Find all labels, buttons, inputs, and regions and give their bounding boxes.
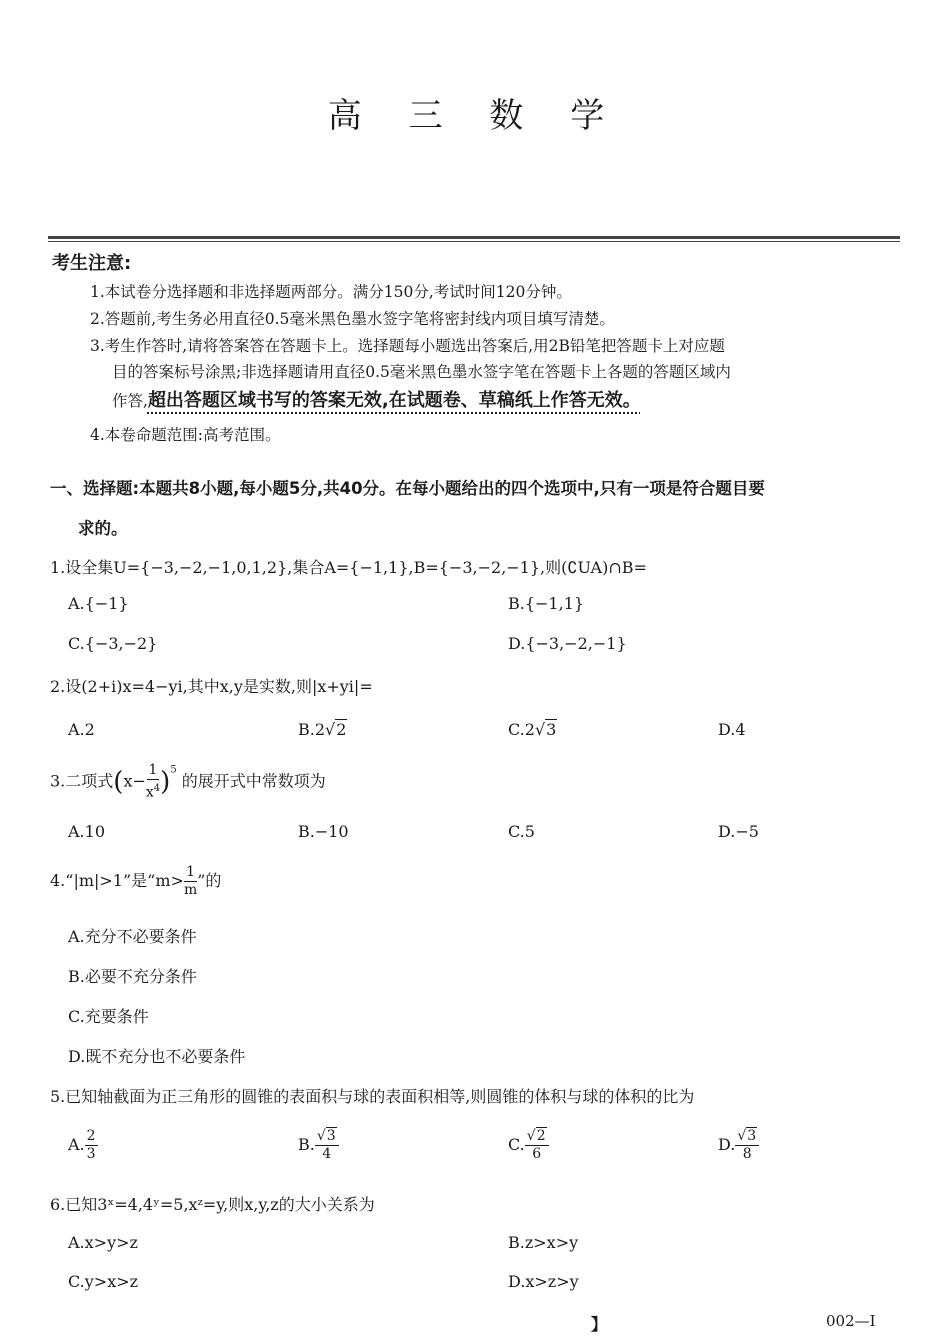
question-1-stem: 1.设全集U={−3,−2,−1,0,1,2},集合A={−1,1},B={−3,−2,−1},则(∁UA)∩B= — [50, 558, 647, 577]
notice-line-1: 1.本试卷分选择题和非选择题两部分。满分150分,考试时间120分钟。 — [90, 283, 572, 301]
question-5-option-a — [68, 1128, 98, 1163]
question-4-option-a: A.充分不必要条件 — [68, 927, 197, 946]
notice-line-3c-pre: 作答, — [112, 392, 148, 410]
question-6-stem: 6.已知3ˣ=4,4ʸ=5,xᶻ=y,则x,y,z的大小关系为 — [50, 1195, 375, 1214]
question-3-suffix: 的展开式中常数项为 — [181, 771, 326, 791]
question-5-stem: 5.已知轴截面为正三角形的圆锥的表面积与球的表面积相等,则圆锥的体积与球的体积的比为 — [50, 1087, 695, 1106]
question-2-option-c: C.2√3 — [508, 720, 557, 739]
question-5-option-b-label: B. — [298, 1135, 315, 1154]
question-3-option-b: B.−10 — [298, 822, 349, 841]
section-heading-line-1: 一、选择题:本题共8小题,每小题5分,共40分。在每小题给出的四个选项中,只有一项是符合题目要 — [50, 479, 765, 498]
question-6-option-b: B.z>x>y — [508, 1233, 579, 1252]
question-3-option-d: D.−5 — [718, 822, 759, 841]
notice-line-3b: 目的答案标号涂黑;非选择题请用直径0.5毫米黑色墨水签字笔在答题卡上各题的答题区域内 — [112, 363, 731, 381]
question-4-numerator: 1 — [186, 864, 196, 880]
question-3-numerator: 1 — [148, 762, 158, 778]
question-2-option-d: D.4 — [718, 720, 746, 739]
question-1-option-b: B.{−1,1} — [508, 594, 585, 613]
question-3-left-paren: ( — [113, 766, 124, 797]
question-3-x-term: x− — [123, 771, 146, 791]
question-1-option-a: A.{−1} — [68, 594, 129, 613]
question-4-suffix: ”的 — [197, 871, 222, 890]
question-2-option-c-radicand: 3 — [546, 720, 557, 739]
notice-line-3c — [112, 386, 641, 412]
question-5-option-b-radicand: 3 — [326, 1128, 336, 1144]
question-5-option-a-fraction — [85, 1128, 98, 1163]
header-rule-thick — [48, 236, 900, 239]
question-5-option-a-label: A. — [68, 1135, 85, 1154]
question-5-option-a-num: 2 — [86, 1128, 96, 1144]
question-5-option-d-label: D. — [718, 1135, 736, 1154]
question-4-stem — [50, 864, 221, 899]
notice-emphasis: 超出答题区域书写的答案无效,在试题卷、草稿纸上作答无效。 — [147, 390, 641, 411]
question-3-fraction — [146, 762, 160, 802]
question-5-option-c-label: C. — [508, 1135, 525, 1154]
question-2-stem: 2.设(2+i)x=4−yi,其中x,y是实数,则|x+yi|= — [50, 677, 373, 696]
question-3-option-c: C.5 — [508, 822, 535, 841]
notice-heading: 考生注意: — [52, 253, 132, 274]
question-1-option-d: D.{−3,−2,−1} — [508, 634, 627, 653]
notice-line-2: 2.答题前,考生务必用直径0.5毫米黑色墨水签字笔将密封线内项目填写清楚。 — [90, 310, 615, 328]
question-4-denominator: m — [183, 882, 198, 898]
question-6-option-c: C.y>x>z — [68, 1272, 139, 1291]
section-heading-line-2: 求的。 — [78, 519, 128, 538]
question-5-option-b-den: 4 — [322, 1146, 332, 1162]
question-6-option-a: A.x>y>z — [68, 1233, 138, 1252]
question-3-stem — [50, 762, 326, 802]
question-5-option-d-fraction — [735, 1128, 759, 1163]
question-3-option-a: A.10 — [68, 822, 105, 841]
question-5-option-b-num: √3 — [315, 1128, 339, 1146]
page-title: 高 三 数 学 — [327, 96, 623, 136]
question-2-option-b-radicand: 2 — [336, 720, 347, 739]
question-5-option-d-num: √3 — [735, 1128, 759, 1146]
question-5-option-a-den: 3 — [86, 1146, 96, 1162]
header-rule-thin — [48, 241, 900, 242]
question-1-option-c: C.{−3,−2} — [68, 634, 158, 653]
question-4-prefix: 4.“|m|>1”是“m> — [50, 871, 184, 890]
question-5-option-c-radicand: 2 — [536, 1128, 546, 1144]
notice-line-4: 4.本卷命题范围:高考范围。 — [90, 426, 281, 444]
question-6-option-d: D.x>z>y — [508, 1272, 579, 1291]
question-2-option-b: B.2√2 — [298, 720, 347, 739]
question-5-option-c-fraction — [525, 1128, 549, 1163]
question-3-den-power: 4 — [153, 783, 161, 794]
question-3-prefix: 3.二项式 — [50, 771, 114, 791]
question-5-option-d-radicand: 3 — [747, 1128, 757, 1144]
footer-bracket-mark: 】 — [591, 1315, 608, 1334]
question-2-option-a: A.2 — [68, 720, 95, 739]
question-2-option-b-label: B.2 — [298, 720, 326, 739]
question-5-option-c-num: √2 — [525, 1128, 549, 1146]
question-5-option-b-fraction — [315, 1128, 339, 1163]
question-3-denominator — [146, 780, 160, 802]
question-5-option-d — [718, 1128, 759, 1163]
question-5-option-c-den: 6 — [532, 1146, 542, 1162]
question-3-power: 5 — [170, 764, 177, 776]
question-5-option-d-den: 8 — [742, 1146, 752, 1162]
question-2-option-c-label: C.2 — [508, 720, 535, 739]
question-4-fraction — [184, 864, 197, 899]
question-4-option-d: D.既不充分也不必要条件 — [68, 1047, 246, 1066]
footer-page-code: 002—I — [826, 1312, 876, 1330]
question-5-option-b — [298, 1128, 339, 1163]
question-3-right-paren: ) — [160, 766, 171, 797]
notice-line-3: 3.考生作答时,请将答案答在答题卡上。选择题每小题选出答案后,用2B铅笔把答题卡上对应题 — [90, 337, 725, 355]
question-4-option-b: B.必要不充分条件 — [68, 967, 197, 986]
question-5-option-c — [508, 1128, 549, 1163]
question-3-den-base: x — [145, 784, 154, 801]
question-4-option-c: C.充要条件 — [68, 1007, 149, 1026]
